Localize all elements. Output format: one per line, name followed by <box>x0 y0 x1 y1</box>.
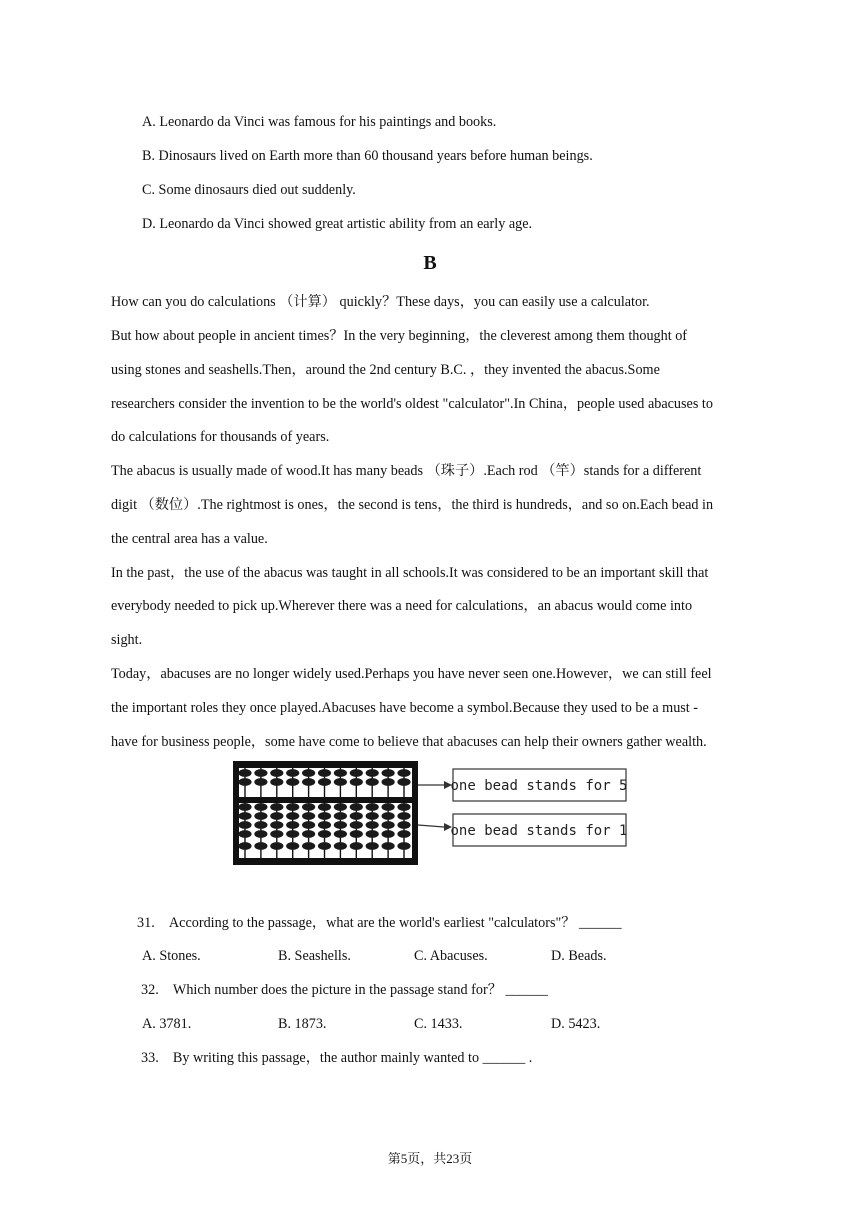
abacus-bead <box>366 769 379 777</box>
abacus-bead <box>318 821 331 829</box>
passage-line: digit （数位）.The rightmost is ones，the second is tens，the third is hundreds，and so on.Each bead in <box>111 497 714 513</box>
option-line: A. Leonardo da Vinci was famous for his paintings and books. <box>142 114 497 130</box>
abacus-bead <box>254 830 267 838</box>
passage-line: But how about people in ancient times？In the very beginning，the cleverest among them thought of <box>111 328 688 344</box>
abacus-bead <box>302 803 315 811</box>
abacus-bead <box>270 830 283 838</box>
abacus-bead <box>350 778 363 786</box>
page-number: 第5页，共23页 <box>387 1151 473 1166</box>
passage-line: the central area has a value. <box>111 531 268 547</box>
abacus-bead <box>397 842 410 850</box>
abacus-bead <box>366 778 379 786</box>
answer-option: C. Abacuses. <box>414 948 488 964</box>
abacus-bead <box>366 842 379 850</box>
abacus-diagram <box>232 760 632 870</box>
abacus-bead <box>334 778 347 786</box>
abacus-bead <box>397 821 410 829</box>
answer-option: B. 1873. <box>278 1016 327 1032</box>
question-stem: 32. Which number does the picture in the passage stand for？ ______ <box>141 982 549 998</box>
abacus-bead <box>270 778 283 786</box>
label-bottom: one bead stands for 1 <box>450 823 628 839</box>
abacus-bead <box>238 803 251 811</box>
answer-option: C. 1433. <box>414 1016 463 1032</box>
answer-option: D. Beads. <box>551 948 607 964</box>
abacus-bead <box>350 803 363 811</box>
abacus-beads <box>238 768 410 858</box>
abacus-bead <box>382 812 395 820</box>
abacus-bead <box>350 830 363 838</box>
abacus-bead <box>302 769 315 777</box>
abacus-bead <box>318 769 331 777</box>
abacus-bead <box>238 830 251 838</box>
label-top: one bead stands for 5 <box>450 778 628 794</box>
abacus-bead <box>254 803 267 811</box>
passage-line: Today，abacuses are no longer widely used.Perhaps you have never seen one.However，we can still feel <box>111 666 712 682</box>
abacus-bead <box>254 812 267 820</box>
abacus-bead <box>318 830 331 838</box>
abacus-bead <box>382 803 395 811</box>
abacus-bead <box>302 821 315 829</box>
abacus-bead <box>366 803 379 811</box>
abacus-bead <box>382 769 395 777</box>
abacus-bead <box>286 778 299 786</box>
abacus-bead <box>270 803 283 811</box>
abacus-bead <box>366 821 379 829</box>
passage-line: How can you do calculations （计算） quickly？These days，you can easily use a calculator. <box>111 294 650 310</box>
question-stem: 31. According to the passage，what are the world's earliest "calculators"？ ______ <box>137 915 622 931</box>
abacus-bead <box>286 842 299 850</box>
option-line: C. Some dinosaurs died out suddenly. <box>142 182 356 198</box>
abacus-bead <box>382 778 395 786</box>
passage-line: have for business people，some have come to believe that abacuses can help their owners gather wealth. <box>111 734 707 750</box>
abacus-bead <box>270 842 283 850</box>
passage-line: The abacus is usually made of wood.It has many beads （珠子）.Each rod （竿）stands for a different <box>111 463 702 479</box>
abacus-bead <box>350 769 363 777</box>
abacus-bead <box>318 812 331 820</box>
abacus-bead <box>397 812 410 820</box>
passage-line: researchers consider the invention to be the world's oldest "calculator".In China，people used abacuses to <box>111 396 713 412</box>
answer-option: D. 5423. <box>551 1016 601 1032</box>
passage-line: In the past，the use of the abacus was taught in all schools.It was considered to be an important skill that <box>111 565 709 581</box>
abacus-bead <box>254 821 267 829</box>
abacus-bead <box>334 821 347 829</box>
passage-line: do calculations for thousands of years. <box>111 429 330 445</box>
abacus-bead <box>302 842 315 850</box>
abacus-bead <box>350 842 363 850</box>
abacus-bead <box>286 830 299 838</box>
abacus-bead <box>238 821 251 829</box>
abacus-bead <box>318 842 331 850</box>
abacus-bead <box>366 812 379 820</box>
answer-option: B. Seashells. <box>278 948 351 964</box>
abacus-bead <box>270 769 283 777</box>
option-line: D. Leonardo da Vinci showed great artistic ability from an early age. <box>142 216 533 232</box>
passage-line: using stones and seashells.Then，around the 2nd century B.C. ，they invented the abacus.Some <box>111 362 660 378</box>
abacus-figure <box>232 760 632 875</box>
answer-option: A. Stones. <box>142 948 201 964</box>
abacus-bead <box>254 778 267 786</box>
abacus-bead <box>238 812 251 820</box>
abacus-bead <box>302 812 315 820</box>
abacus-bead <box>350 821 363 829</box>
abacus-bead <box>350 812 363 820</box>
abacus-bead <box>382 830 395 838</box>
abacus-bead <box>238 778 251 786</box>
arrow-line-bottom <box>418 825 444 827</box>
abacus-bead <box>334 812 347 820</box>
passage-line: everybody needed to pick up.Wherever there was a need for calculations，an abacus would come into <box>111 598 693 614</box>
abacus-bead <box>382 821 395 829</box>
abacus-bead <box>397 769 410 777</box>
abacus-bead <box>397 803 410 811</box>
abacus-bead <box>286 821 299 829</box>
abacus-bead <box>334 769 347 777</box>
abacus-bead <box>397 778 410 786</box>
abacus-bead <box>254 769 267 777</box>
passage-line: the important roles they once played.Abacuses have become a symbol.Because they used to be a must - <box>111 700 699 716</box>
abacus-bead <box>286 769 299 777</box>
abacus-bead <box>270 812 283 820</box>
abacus-bead <box>318 778 331 786</box>
abacus-bead <box>318 803 331 811</box>
abacus-bead <box>334 842 347 850</box>
answer-option: A. 3781. <box>142 1016 192 1032</box>
abacus-bead <box>254 842 267 850</box>
abacus-bead <box>334 803 347 811</box>
abacus-bead <box>382 842 395 850</box>
abacus-bead <box>238 769 251 777</box>
section-title: B <box>423 252 437 274</box>
abacus-bead <box>270 821 283 829</box>
abacus-bead <box>397 830 410 838</box>
passage-line: sight. <box>111 632 143 648</box>
abacus-bead <box>286 812 299 820</box>
abacus-bead <box>302 778 315 786</box>
option-line: B. Dinosaurs lived on Earth more than 60 thousand years before human beings. <box>142 148 593 164</box>
abacus-bead <box>238 842 251 850</box>
question-stem: 33. By writing this passage，the author mainly wanted to ______ . <box>141 1050 533 1066</box>
abacus-bead <box>302 830 315 838</box>
abacus-bead <box>366 830 379 838</box>
abacus-bead <box>286 803 299 811</box>
abacus-bead <box>334 830 347 838</box>
